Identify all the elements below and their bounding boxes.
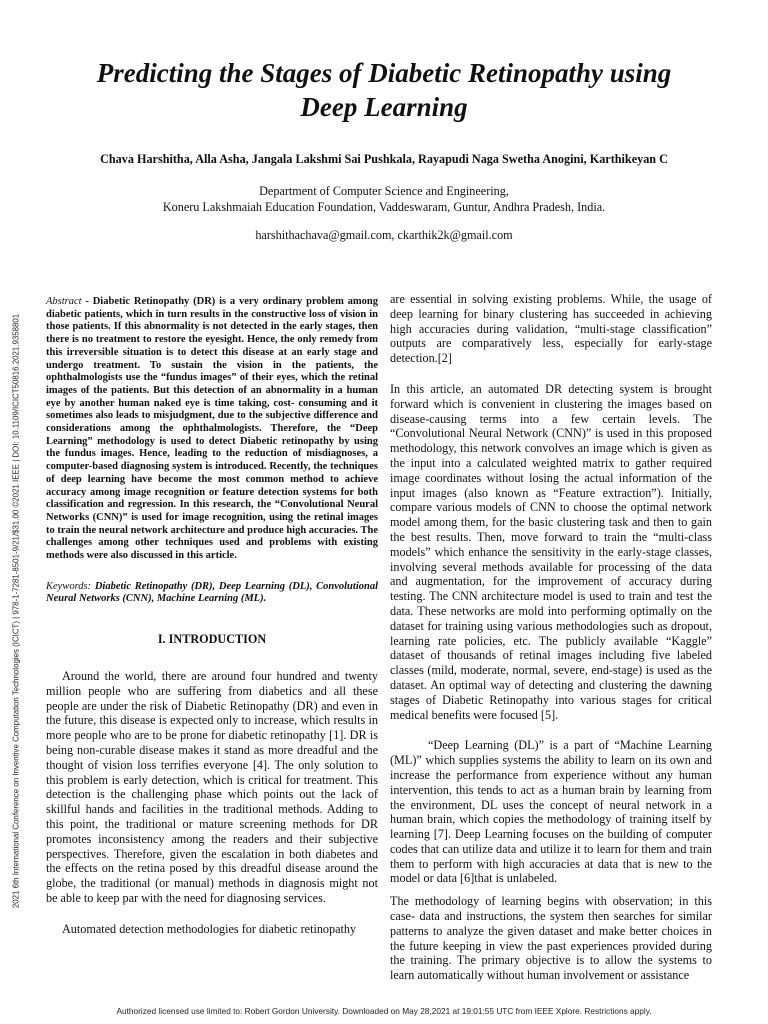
affiliation <box>90 183 678 215</box>
abstract-label: Abstract <box>46 296 82 307</box>
right-column <box>390 292 712 983</box>
author-emails: harshithachava@gmail.com, ckarthik2k@gmail.com <box>255 228 513 242</box>
left-column <box>46 296 378 937</box>
intro-paragraph: Automated detection methodologies for diabetic retinopathy <box>62 921 357 936</box>
section-heading-introduction: I. INTRODUCTION <box>157 632 267 647</box>
keywords <box>46 581 378 606</box>
license-footer: Authorized licensed use limited to: Robert Gordon University. Downloaded on May 28,2021 at 19:01:55 UTC from IEEE Xplore. Restrictions apply. <box>116 1006 652 1016</box>
body-paragraph: are essential in solving existing problems. While, the usage of deep learning for binary clustering has succeeded in achieving high accuracies during validation, “multi-stage classification” outputs are comparatively less, especially for early-stage detection.[2] <box>390 292 712 366</box>
department: Department of Computer Science and Engineering, <box>259 184 509 198</box>
conference-sidebar <box>4 236 28 986</box>
body-paragraph: “Deep Learning (DL)” is a part of “Machine Learning (ML)” which supplies systems the ability to learn on its own and increase the performance from experience without any human intervention, this tends to act as a human brain by learning from the environment, DL uses the concept of neural network in a human brain, which copies the methodology of training itself by learning [7]. Deep Learning focuses on the building of computer codes that can utilize data and utilize it to learn for them and train them to perform with high accuracies at data that is new to the model or data [6]that is unlabeled. <box>390 738 712 886</box>
body-paragraph: The methodology of learning begins with observation; in this case- data and instructions, the system then searches for similar patterns to analyze the given dataset and make better choices in the future keeping in view the past experiences provided during the training. The primary objective is to allow the systems to learn automatically without human involvement or assistance <box>390 894 712 983</box>
abstract-text: - Diabetic Retinopathy (DR) is a very ordinary problem among diabetic patients, which in turn results in the constructive loss of vision in those patients. If this abnormality is not detected in the early stages, then there is no treatment to restore the eyesight. Hence, the only remedy from this irreversible situation is to detect this disease at an early stage and undergo treatment. To sustain the vision in the patients, the ophthalmologists use the “fundus images” of their eyes, which the retinal images of the patients. But this detection of an abnormality in a human eye by another human naked eye is time taking, cost- consuming and it sometimes also leads to misjudgment, due to the subjective difference and considerations among the ophthalmologists. Therefore, the “Deep Learning” methodology is used to detect Diabetic retinopathy by using the fundus images. Hence, leading to the reduction of misdiagnoses, a computer-based diagnosing system is introduced. Recently, the techniques of deep learning have become the most common method to achieve accuracy among image recognition or feature detection systems for both classification and regression. In this research, the “Convolutional Neural Networks (CNN)” is used for image recognition, using the retinal images to train the neural network architecture and produce high accuracies. The challenges among other techniques used and problems with existing methods were also discussed in this article. <box>46 296 378 562</box>
author-list: Chava Harshitha, Alla Asha, Jangala Lakshmi Sai Pushkala, Rayapudi Naga Swetha Anogini, Karthikeyan C <box>100 152 668 166</box>
paper-title: Predicting the Stages of Diabetic Retinopathy using Deep Learning <box>96 58 672 122</box>
institution: Koneru Lakshmaiah Education Foundation, Vaddeswaram, Guntur, Andhra Pradesh, India. <box>162 200 606 214</box>
keywords-text: Diabetic Retinopathy (DR), Deep Learning (DL), Convolutional Neural Networks (CNN), Machine Learning (ML). <box>46 580 378 605</box>
abstract <box>46 296 378 563</box>
conference-sidebar-text: 2021 6th International Conference on Inventive Computation Technologies (ICICT) | 978-1-7281-8501-9/21/$31.00 ©2021 IEEE | DOI: 10.1109/ICICT50816.2021.9358801 <box>11 313 21 909</box>
body-paragraph: In this article, an automated DR detecting system is brought forward which is convenient in clustering the images based on disease-causing terms into a few certain levels. The “Convolutional Neural Network (CNN)” is used in this proposed methodology, this network convolves an image which is given as the input into a calculated weighted matrix to gather required image coordinates without losing the actual information of the input images (also known as “Feature extraction”). Initially, compare various models of CNN to choose the optimal network model among them, for the basic clustering task and then to gain the best results. Then, move forward to train the “multi-class models” which enhance the sensitivity in the early-stage classes, involving several methods available for processing of the data and augmentation, for the improvement of accuracy during testing. The CNN architecture model is used to train and test the data. These networks are mold into performing optimally on the dataset for training using various methodologies such as dropout, learning rate policies, etc. The publicly available “Kaggle” dataset of thousands of retinal images including five labeled classes (mild, moderate, normal, severe, end-stage) is used as the dataset. An optimal way of detecting and clustering the dawning stages of Diabetic Retinopathy into various stages for critical medical benefits were focused [5]. <box>390 381 712 722</box>
intro-paragraph: Around the world, there are around four hundred and twenty million people who are suffering from diabetics and all these people are under the risk of Diabetic Retinopathy (DR) and even in the future, this disease is expected only to increase, which results in more people who are to be prone for diabetic retinopathy [1]. DR is being non-curable disease makes it stand as more dreadful and the thought of vision loss terrifies everyone [4]. The only solution to this problem is early detection, which is critical for treatment. This detection is the challenging phase which points out the lack of skillful hands and facilities in the traditional methods. Adding to this point, the traditional or mature screening methods for DR promotes inconsistency among the readers and their subjective perspectives. Therefore, given the escalation in both diabetes and the effects on the retina posed by this dreadful disease around the globe, the traditional (or manual) methods in diagnosis might not be able to keep par with the need for diagnosing services. <box>46 668 378 905</box>
keywords-label: Keywords: <box>46 580 92 592</box>
